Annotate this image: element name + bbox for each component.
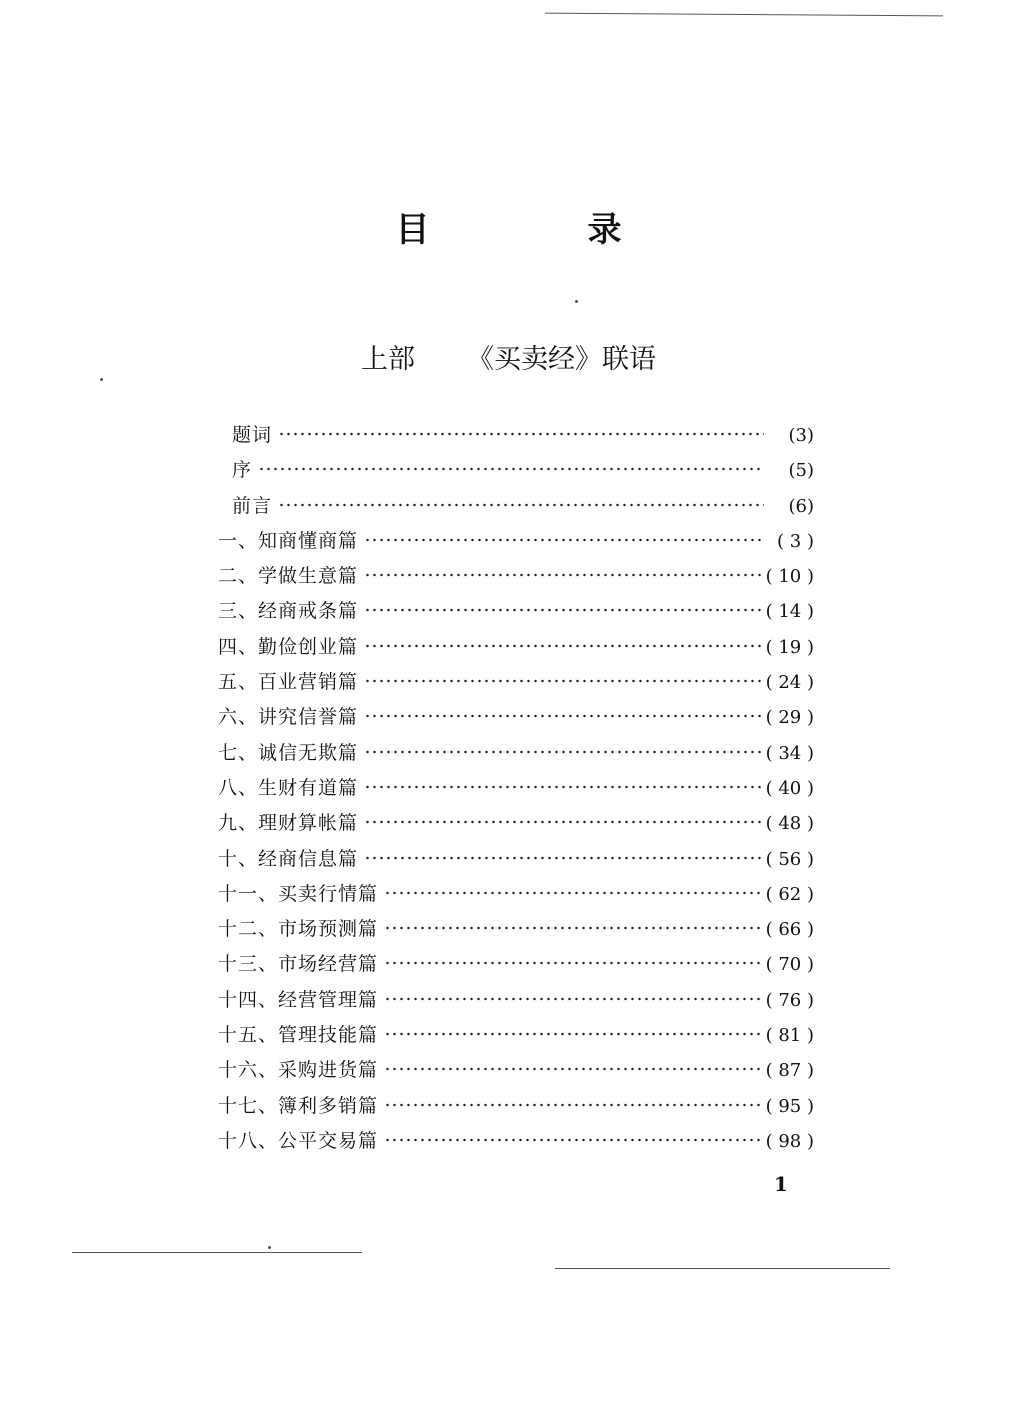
toc-entry (218, 1089, 814, 1124)
toc-entry-label: 十五、管理技能篇 (218, 1024, 379, 1047)
toc-leader-dots (364, 537, 764, 543)
toc-entry-label: 二、学做生意篇 (218, 565, 359, 588)
toc-leader-dots (364, 678, 762, 684)
toc-entry (218, 453, 814, 488)
toc-entry-page: ( 40 ) (765, 777, 814, 799)
toc-entry-label: 十、经商信息篇 (218, 847, 359, 870)
toc-entry-label: 六、讲究信誉篇 (218, 706, 359, 729)
scan-edge-bottom-left (72, 1252, 362, 1253)
toc-entry (218, 771, 814, 806)
page-title: 目 录 (395, 210, 684, 250)
toc-entry-page: ( 10 ) (765, 566, 814, 588)
toc-entry (218, 559, 814, 594)
toc-entry (218, 983, 814, 1018)
toc-entry (218, 524, 814, 559)
toc-entry (218, 630, 814, 665)
toc-leader-dots (364, 819, 762, 825)
page-number: 1 (774, 1172, 788, 1196)
toc-entry (218, 700, 814, 735)
toc-entry-label: 十三、市场经营篇 (218, 953, 379, 976)
toc-leader-dots (384, 996, 762, 1002)
toc-entry-label: 十八、公平交易篇 (218, 1129, 379, 1152)
toc-leader-dots (384, 1066, 762, 1072)
toc-entry (218, 1018, 814, 1053)
toc-entry-page: ( 62 ) (765, 883, 814, 905)
toc-leader-dots (364, 572, 762, 578)
toc-leader-dots (384, 1031, 762, 1037)
toc-entry-page: ( 81 ) (765, 1025, 814, 1047)
toc-entry-label: 十一、买卖行情篇 (218, 882, 379, 905)
toc-entry-label: 五、百业营销篇 (218, 671, 359, 694)
section-heading (0, 340, 1017, 380)
toc-entry-page: ( 56 ) (765, 848, 814, 870)
toc-entry-label: 一、知商懂商篇 (218, 529, 359, 552)
toc-entry (218, 947, 814, 982)
section-name: 《买卖经》联语 (467, 344, 656, 375)
toc-leader-dots (384, 925, 762, 931)
toc-leader-dots (278, 431, 764, 437)
toc-entry-label: 十六、采购进货篇 (218, 1059, 379, 1082)
toc-entry-page: ( 95 ) (765, 1095, 814, 1117)
toc-leader-dots (364, 713, 762, 719)
toc-entry-page: ( 66 ) (765, 919, 814, 941)
toc-entry (218, 877, 814, 912)
toc-leader-dots (384, 1137, 762, 1143)
toc-entry (218, 806, 814, 841)
toc-leader-dots (364, 784, 762, 790)
toc-entry-page: ( 24 ) (765, 672, 814, 694)
toc-leader-dots (364, 855, 762, 861)
toc-entry (218, 842, 814, 877)
table-of-contents (218, 418, 814, 1159)
toc-entry-label: 三、经商戒条篇 (218, 600, 359, 623)
toc-entry-label: 八、生财有道篇 (218, 776, 359, 799)
toc-entry-page: ( 34 ) (765, 742, 814, 764)
toc-leader-dots (384, 1102, 762, 1108)
toc-entry-label: 序 (232, 459, 253, 482)
toc-entry (218, 1053, 814, 1088)
toc-entry-page: ( 70 ) (765, 954, 814, 976)
toc-leader-dots (278, 502, 764, 508)
toc-entry-page: ( 14 ) (765, 601, 814, 623)
toc-entry-page: (6) (788, 495, 814, 517)
toc-entry (218, 736, 814, 771)
toc-entry-label: 七、诚信无欺篇 (218, 741, 359, 764)
toc-leader-dots (364, 749, 762, 755)
toc-entry-page: ( 29 ) (765, 707, 814, 729)
scan-speck (268, 1246, 271, 1249)
toc-leader-dots (364, 643, 762, 649)
toc-leader-dots (384, 890, 762, 896)
toc-entry-label: 题词 (232, 424, 273, 446)
toc-entry-label: 十四、经营管理篇 (218, 988, 379, 1011)
toc-entry-page: (5) (788, 460, 814, 482)
toc-leader-dots (364, 607, 762, 613)
toc-entry-page: ( 76 ) (765, 989, 814, 1011)
toc-leader-dots (384, 960, 762, 966)
scan-edge-top (545, 13, 943, 17)
toc-entry (218, 1124, 814, 1159)
toc-entry-page: ( 98 ) (765, 1130, 814, 1152)
scan-speck (575, 300, 578, 303)
toc-entry-page: ( 87 ) (765, 1060, 814, 1082)
toc-entry-label: 九、理财算帐篇 (218, 812, 359, 835)
toc-entry-page: (3) (788, 425, 814, 446)
toc-entry (218, 489, 814, 524)
toc-entry (218, 418, 814, 453)
toc-entry-page: ( 3 ) (777, 530, 814, 552)
toc-entry-label: 前言 (232, 494, 273, 517)
section-part: 上部 (361, 344, 415, 375)
scan-edge-bottom-right (555, 1268, 890, 1269)
toc-entry-label: 十二、市场预测篇 (218, 918, 379, 941)
toc-entry (218, 594, 814, 629)
toc-entry-page: ( 19 ) (765, 636, 814, 658)
toc-entry-page: ( 48 ) (765, 813, 814, 835)
toc-entry-label: 十七、簿利多销篇 (218, 1094, 379, 1117)
toc-entry (218, 665, 814, 700)
toc-entry-label: 四、勤俭创业篇 (218, 635, 359, 658)
toc-leader-dots (258, 466, 764, 472)
toc-entry (218, 912, 814, 947)
